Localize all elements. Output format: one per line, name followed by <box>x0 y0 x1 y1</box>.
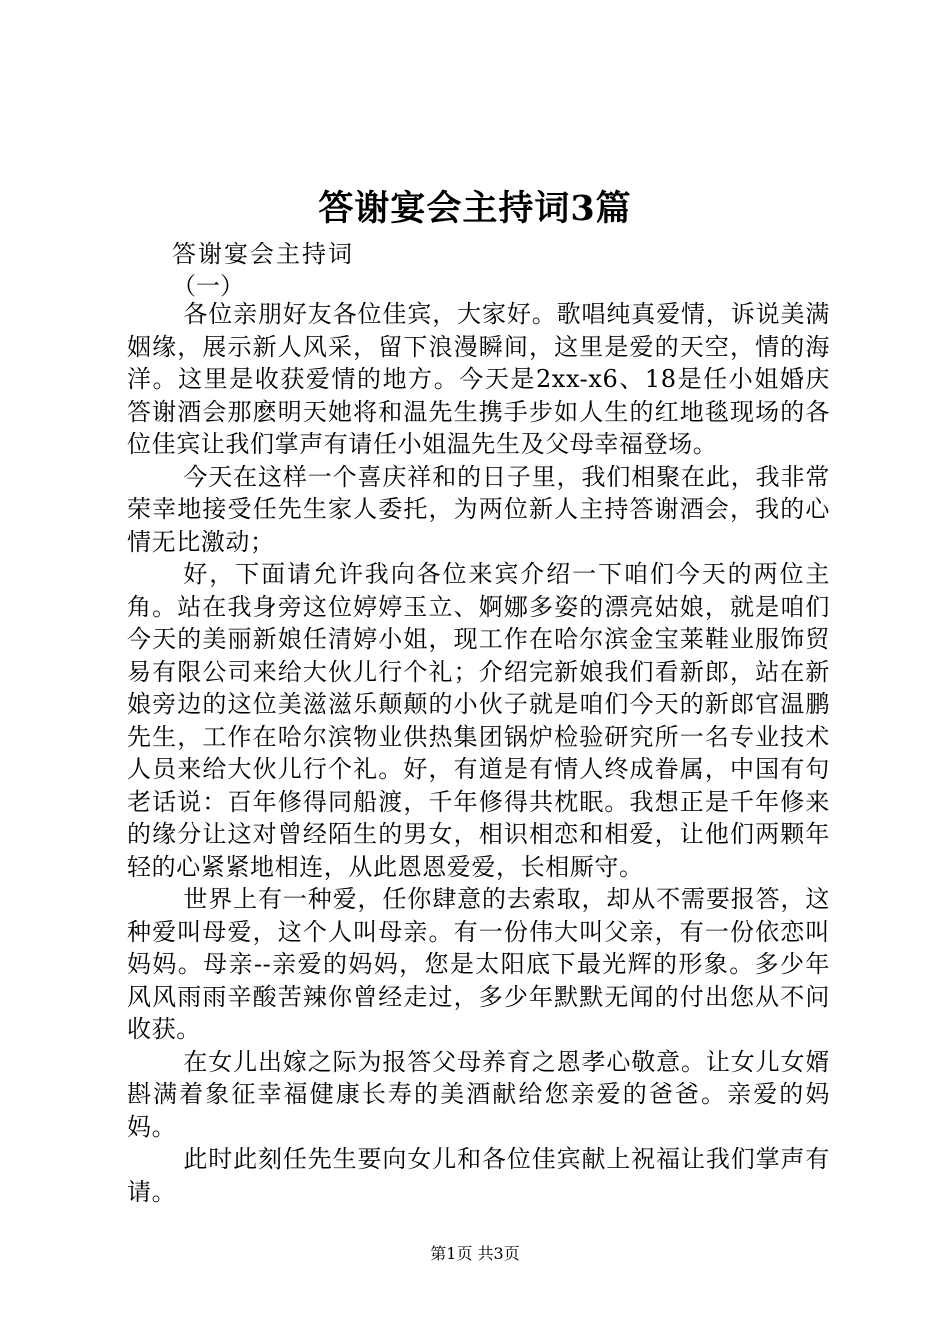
document-title: 答谢宴会主持词3篇 <box>318 188 632 229</box>
paragraph: 各位亲朋好友各位佳宾，大家好。歌唱纯真爱情，诉说美满姻缘，展示新人风采，留下浪漫瞬间，这里是爱的天空，情的海洋。这里是收获爱情的地方。今天是2xx-x6、18是任小姐婚庆答谢酒会那麽明天她将和温先生携手步如人生的红地毯现场的各位佳宾让我们掌声有请任小姐温先生及父母幸福登场。 <box>127 300 830 458</box>
paragraph: 在女儿出嫁之际为报答父母养育之恩孝心敬意。让女儿女婿斟满着象征幸福健康长寿的美酒献给您亲爱的爸爸。亲爱的妈妈。 <box>127 1047 830 1141</box>
paragraph: 今天在这样一个喜庆祥和的日子里，我们相聚在此，我非常荣幸地接受任先生家人委托，为两位新人主持答谢酒会，我的心情无比激动； <box>127 462 830 556</box>
paragraph: 世界上有一种爱，任你肆意的去索取，却从不需要报答，这种爱叫母爱，这个人叫母亲。有一份伟大叫父亲，有一份依恋叫妈妈。母亲--亲爱的妈妈，您是太阳底下最光辉的形象。多少年风风雨雨辛酸苦辣你曾经走过，多少年默默无闻的付出您从不问收获。 <box>127 885 830 1043</box>
document-body <box>127 298 830 1208</box>
paragraph: 此时此刻任先生要向女儿和各位佳宾献上祝福让我们掌声有请。 <box>127 1145 830 1206</box>
document-subtitle: 答谢宴会主持词 <box>172 240 354 268</box>
paragraph: 好，下面请允许我向各位来宾介绍一下咱们今天的两位主角。站在我身旁这位婷婷玉立、婀娜多姿的漂亮姑娘，就是咱们今天的美丽新娘任清婷小姐，现工作在哈尔滨金宝莱鞋业服饰贸易有限公司来给大伙儿行个礼；介绍完新娘我们看新郎，站在新娘旁边的这位美滋滋乐颠颠的小伙子就是咱们今天的新郎官温鹏先生，工作在哈尔滨物业供热集团锅炉检验研究所一名专业技术人员来给大伙儿行个礼。好，有道是有情人终成眷属，中国有句老话说：百年修得同船渡，千年修得共枕眠。我想正是千年修来的缘分让这对曾经陌生的男女，相识相恋和相爱，让他们两颗年轻的心紧紧地相连，从此恩恩爱爱，长相厮守。 <box>127 560 830 881</box>
section-number: （一） <box>172 272 244 300</box>
page-footer: 第1页 共3页 <box>430 1244 520 1263</box>
